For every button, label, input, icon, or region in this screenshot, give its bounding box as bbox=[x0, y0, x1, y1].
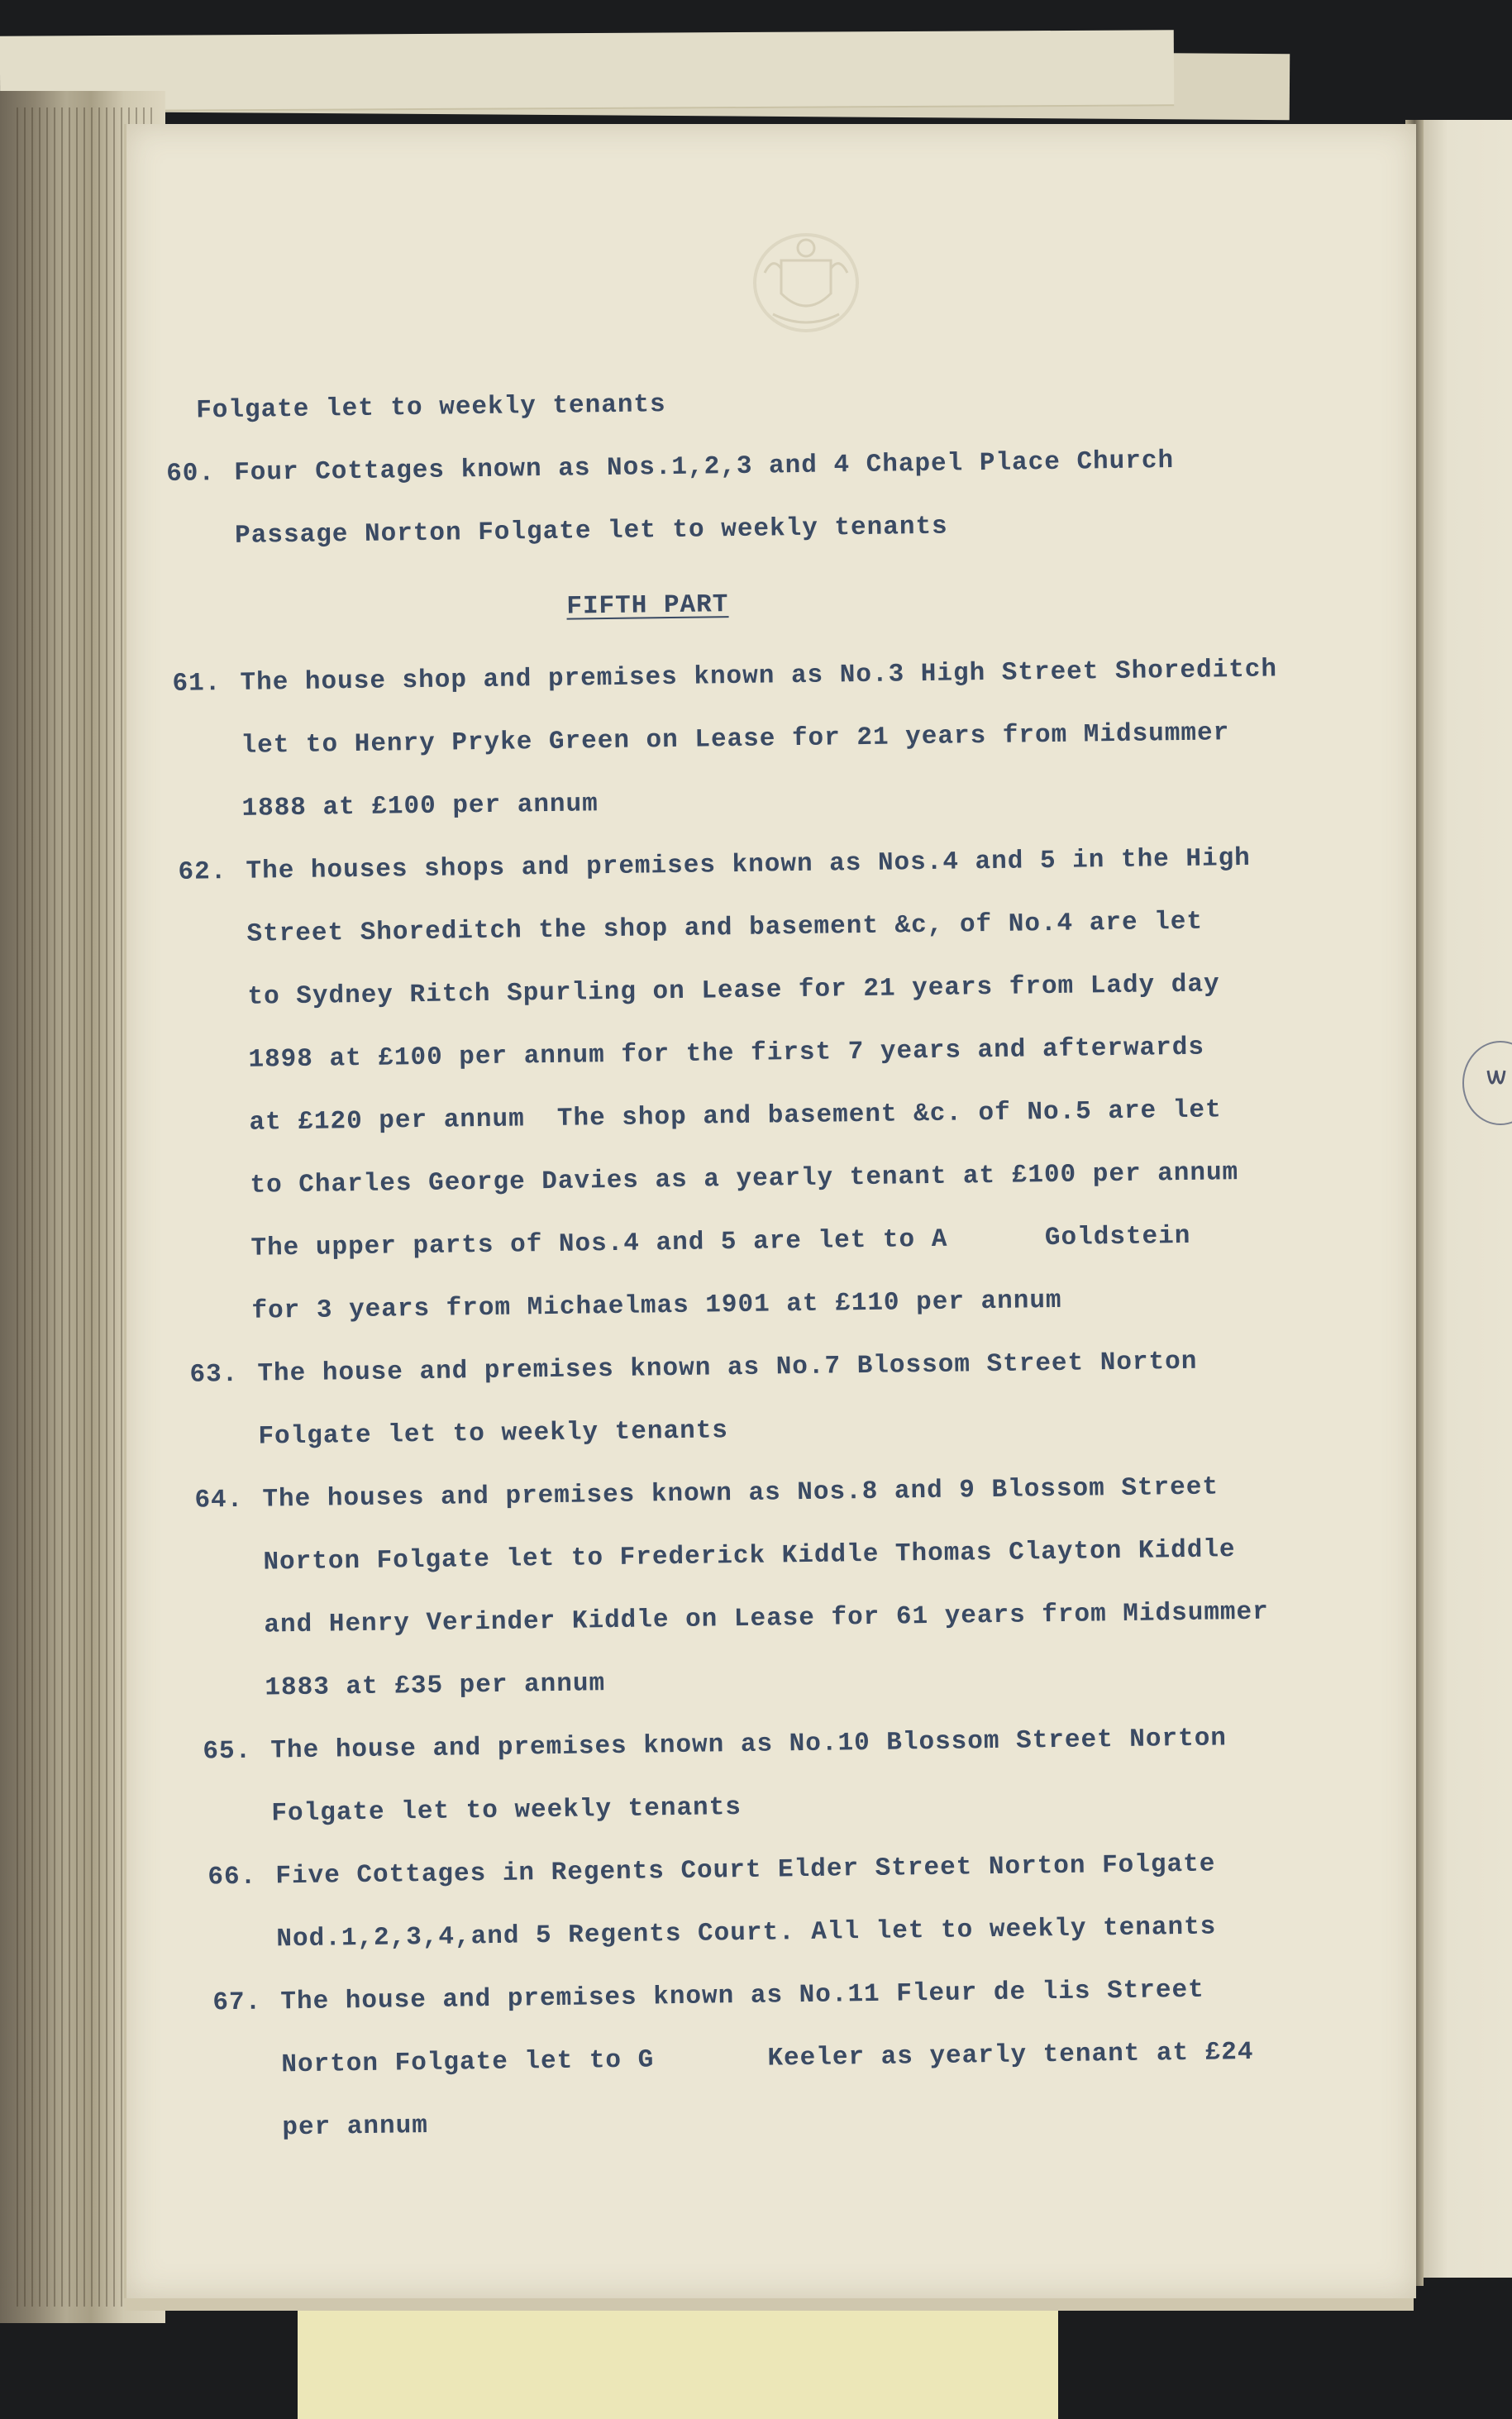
item-number-60: 60. bbox=[165, 459, 216, 489]
line-8: Street Shoreditch the shop and basement &c, of No.4 are let bbox=[246, 907, 1204, 949]
line-3: Passage Norton Folgate let to weekly tenants bbox=[234, 512, 948, 551]
item-number-62: 62. bbox=[178, 857, 227, 887]
line-19: and Henry Verinder Kiddle on Lease for 61 years from Midsummer bbox=[264, 1597, 1269, 1640]
line-5: let to Henry Pryke Green on Lease for 21 years from Midsummer bbox=[241, 718, 1230, 761]
line-24: Nod.1,2,3,4,and 5 Regents Court. All let to weekly tenants bbox=[276, 1912, 1217, 1954]
section-heading: FIFTH PART bbox=[566, 590, 729, 622]
line-14: for 3 years from Michaelmas 1901 at £110 per annum bbox=[251, 1286, 1062, 1326]
line-16: Folgate let to weekly tenants bbox=[258, 1416, 729, 1452]
yellow-tab bbox=[298, 2307, 1058, 2419]
line-2: Four Cottages known as Nos.1,2,3 and 4 Chapel Place Church bbox=[233, 446, 1175, 488]
line-18: Norton Folgate let to Frederick Kiddle Thomas Clayton Kiddle bbox=[263, 1535, 1236, 1577]
line-10: 1898 at £100 per annum for the first 7 years and afterwards bbox=[248, 1033, 1205, 1075]
item-number-63: 63. bbox=[189, 1359, 239, 1390]
line-9: to Sydney Ritch Spurling on Lease for 21 years from Lady day bbox=[247, 970, 1220, 1012]
line-4: The house shop and premises known as No.3 High Street Shoreditch bbox=[240, 655, 1278, 698]
line-13: The upper parts of Nos.4 and 5 are let to A Goldstein bbox=[250, 1221, 1191, 1263]
line-1: Folgate let to weekly tenants bbox=[195, 390, 666, 426]
item-number-65: 65. bbox=[203, 1736, 252, 1767]
line-17: The houses and premises known as Nos.8 and 9 Blossom Street bbox=[262, 1472, 1219, 1515]
line-6: 1888 at £100 per annum bbox=[241, 790, 599, 823]
item-number-64: 64. bbox=[194, 1485, 244, 1515]
line-23: Five Cottages in Regents Court Elder Street Norton Folgate bbox=[275, 1849, 1216, 1892]
item-number-67: 67. bbox=[212, 1987, 262, 2018]
line-12: to Charles George Davies as a yearly tenant at £100 per annum bbox=[250, 1158, 1239, 1200]
facing-page bbox=[1420, 120, 1512, 2278]
line-22: Folgate let to weekly tenants bbox=[271, 1793, 742, 1829]
line-7: The houses shops and premises known as Nos.4 and 5 in the High bbox=[246, 843, 1252, 886]
top-loose-sheet bbox=[0, 30, 1174, 112]
line-26: Norton Folgate let to G Keeler as yearly tenant at £24 bbox=[281, 2037, 1254, 2080]
item-number-61: 61. bbox=[172, 669, 222, 699]
stamp-fragment-icon bbox=[1455, 1038, 1512, 1128]
line-20: 1883 at £35 per annum bbox=[265, 1669, 606, 1703]
line-27: per annum bbox=[282, 2111, 429, 2143]
line-11: at £120 per annum The shop and basement &c. of No.5 are let bbox=[249, 1095, 1222, 1138]
line-25: The house and premises known as No.11 Fleur de lis Street bbox=[280, 1975, 1204, 2017]
item-number-66: 66. bbox=[207, 1862, 257, 1892]
document-page bbox=[124, 124, 1416, 2298]
embossed-crest-icon bbox=[744, 223, 868, 339]
line-15: The house and premises known as No.7 Blossom Street Norton bbox=[257, 1347, 1198, 1389]
line-21: The house and premises known as No.10 Blossom Street Norton bbox=[270, 1724, 1228, 1766]
